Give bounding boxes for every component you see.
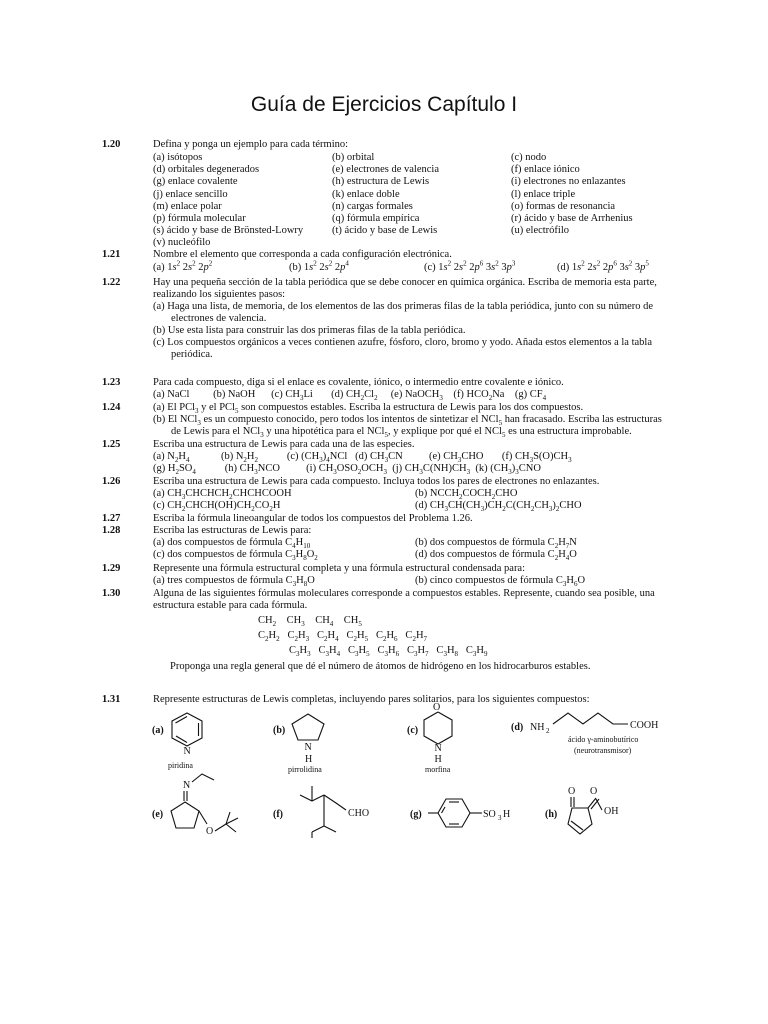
text-part: (a) El PCl [153,402,195,413]
sub-item: (a) Haga una lista, de memoria, de los elementos de las dos primeras filas de la tabla periódica, junto con su número de [153,301,654,312]
svg-text:NH: NH [530,722,545,733]
sub-item: de Lewis para el NCl$_3$ y una hipotética para el NCl$_5$, y explique por qué el NCl$_5$ es una estructura improbable. [171,426,632,440]
svg-text:N: N [304,742,312,753]
text-part: han fracasado. Escriba las estructuras [502,414,662,425]
species-list: (a) $N_2H_4$ (b) $N_2H_2$ (c) $(CH_3)_4NCl$ (d) $CH_3CN$ (e) $CH_3CHO$ (f) $CH_3S(O)CH_3$ [153,451,572,465]
sub-item: (b) Use esta lista para construir las dos primeras filas de la tabla periódica. [153,325,466,336]
term-item: (v) nucleófilo [153,237,211,249]
problem-number: 1.25 [102,439,121,450]
problem-intro: Para cada compuesto, diga si el enlace es covalente, iónico, o intermedio entre covalente e iónico. [153,377,564,388]
label-g: (g) [410,809,422,820]
sulfonic-acid-structure [428,799,510,827]
problem-intro: Nombre el elemento que corresponda a cada configuración electrónica. [153,249,452,260]
config-c: (c) $1s^2$ $2s^2$ $2p^6$ $3s^2$ $3p^3$ [424,259,516,273]
term-item: (i) electrones no enlazantes [511,176,626,188]
sub-item: (b) dos compuestos de fórmula $C_2H_7N$ [415,537,577,551]
config-a: (a) $1s^2$ $2s^2$ $2p^2$ [153,259,213,273]
text-part: es un compuesto conocido, pero todos los intentos de sintetizar el NCl [200,414,499,425]
compound-list: (a) NaCl (b) NaOH (c) $CH_3Li$ (d) $CH_2Cl_2$ (e) NaOCH$_3$ (f) $HCO_2Na$ (g) $CF_4$ [153,389,547,403]
term-item: (u) electrófilo [511,225,570,237]
problem-number: 1.31 [102,694,121,705]
name-d-sub: (neurotransmisor) [574,746,632,755]
compound-d: (d) $CH_3CH(CH_3)CH_2C(CH_2CH_3)_2CHO$ [415,500,582,514]
term-item: (p) fórmula molecular [153,213,246,224]
text-part: (d) dos compuestos de fórmula C [415,549,555,560]
item-label: (b) [289,262,302,273]
config-d: (d) $1s^2$ $2s^2$ $2p^6$ $3s^2$ $3p^5$ [557,259,649,273]
label-e: (e) [152,809,164,820]
label-c: (c) [407,725,419,736]
problem-number: 1.23 [102,377,121,388]
label-d: (d) [511,722,524,733]
item-label: (d) [557,262,570,273]
formula-row-3: $C_3H_3$ $C_3H_4$ $C_3H_5$ $C_3H_6$ $C_3H_7$ $C_3H_8$ $C_3H_9$ [289,645,488,659]
sub-item: (c) Los compuestos orgánicos a veces contienen azufre, fósforo, cloro, bromo y yodo. Añada estos elementos a la tabla [153,337,652,348]
term-item: (c) nodo [511,152,547,163]
sub-item: (a) tres compuestos de fórmula $C_3H_8O$ [153,575,315,589]
name-a: piridina [168,761,193,770]
name-b: pirrolidina [288,765,322,774]
problem-intro: Escriba la fórmula lineoangular de todos los compuestos del Problema 1.26. [153,513,473,524]
svg-text:O: O [433,702,441,713]
term-item: (r) ácido y base de Arrhenius [511,213,633,224]
problem-text: Hay una pequeña sección de la tabla periódica que se debe conocer en química orgánica. Escriba de memoria esta parte, [153,277,657,288]
text-part: (c) dos compuestos de fórmula C [153,549,293,560]
name-d: ácido γ-aminobutírico [568,735,639,744]
text-part: de Lewis para el NCl [171,426,261,437]
term-item: (b) orbital [332,152,375,163]
text-part: (b) dos compuestos de fórmula C [415,537,555,548]
formula-row-1: $CH_2$ $CH_3$ $CH_4$ $CH_5$ [258,615,362,629]
svg-text:H: H [434,754,442,765]
item-label: (a) [153,262,165,273]
compound-b: (b) $NCCH_2COCH_2CHO$ [415,488,518,502]
species-list: (g) $H_2SO_4$ (h) $CH_3NCO$ (i) $CH_3OSO_2OCH_3$ (j) $CH_3C(NH)CH_3$ (k) $(CH_3)_3CNO$ [153,463,541,477]
problem-intro: Escriba una estructura de Lewis para cada una de las especies. [153,439,415,450]
svg-text:N: N [434,743,442,754]
problem-number: 1.21 [102,249,121,260]
name-c: morfina [425,765,451,774]
svg-text:SO: SO [483,809,496,820]
sub-item: (b) cinco compuestos de fórmula $C_3H_6O$ [415,575,586,589]
imine-ether-structure [171,774,238,837]
sub-item: electrones de valencia. [171,313,267,324]
svg-text:O: O [206,826,214,837]
svg-text:H: H [305,754,313,765]
text-part: y el PCl [198,402,235,413]
compound-c: (c) $CH_2CHCH(OH)CH_2CO_2H$ [153,500,281,514]
svg-text:O: O [590,786,598,797]
cyclopentenone-acid-structure [568,786,618,834]
problem-text: realizando los siguientes pasos: [153,289,286,300]
term-item: (m) enlace polar [153,200,222,212]
label-h: (h) [545,809,558,820]
problem-intro: Escriba las estructuras de Lewis para: [153,525,312,536]
text-part: (a) dos compuestos de fórmula C [153,537,293,548]
problem-intro: Represente una fórmula estructural completa y una fórmula estructural condensada para: [153,563,526,574]
text-part: es una estructura improbable. [505,426,632,437]
term-item: (f) enlace iónico [511,164,580,176]
problem-number: 1.28 [102,525,121,536]
pyrrolidine-structure [292,714,324,765]
page-title: Guía de Ejercicios Capítulo I [250,93,518,116]
sub-item: (a) dos compuestos de fórmula $C_4H_{10}$ [153,537,311,551]
sub-item: (a) El PCl$_3$ y el PCl$_5$ son compuestos estables. Escriba la estructura de Lewis para los dos compuestos. [153,402,584,416]
term-item: (o) formas de resonancia [511,200,616,212]
gaba-structure [530,713,658,735]
formula-row-2: $C_2H_2$ $C_2H_3$ $C_2H_4$ $C_2H_5$ $C_2H_6$ $C_2H_7$ [258,630,428,644]
problem-number: 1.30 [102,588,121,599]
problem-intro: Defina y ponga un ejemplo para cada término: [153,139,349,150]
problem-number: 1.29 [102,563,121,574]
problem-text: Proponga una regla general que dé el número de átomos de hidrógeno en los hidrocarburos estables. [170,661,591,672]
compound-a: (a) $CH_3CHCHCH_2CHCHCOOH$ [153,488,292,502]
label-b: (b) [273,725,286,736]
term-item: (l) enlace triple [511,188,576,200]
text-part: (b) cinco compuestos de fórmula C [415,575,563,586]
aldehyde-structure [300,786,369,838]
term-item: (d) orbitales degenerados [153,164,260,176]
term-item: (a) isótopos [153,152,203,163]
svg-text:2: 2 [546,727,550,735]
svg-text:COOH: COOH [630,720,659,731]
term-item: (n) cargas formales [332,200,413,212]
term-item: (e) electrones de valencia [332,164,439,176]
text-part: y una hipotética para el NCl [263,426,385,437]
morpholine-structure [424,702,452,765]
text-part: , y explique por qué el NCl [387,426,502,437]
problem-number: 1.26 [102,476,121,487]
problem-number: 1.22 [102,277,121,288]
config-b: (b) $1s^2$ $2s^2$ $2p^4$ [289,259,349,273]
problem-text: estructura estable para cada fórmula. [153,600,308,611]
text-part: (a) tres compuestos de fórmula C [153,575,293,586]
pyridine-structure [172,713,202,757]
term-item: (t) ácido y base de Lewis [332,225,438,237]
text-part: (b) El NCl [153,414,198,425]
svg-text:N: N [183,780,191,791]
label-a: (a) [152,725,164,736]
sub-item: (d) dos compuestos de fórmula $C_2H_4O$ [415,549,577,563]
sub-item: periódica. [171,349,213,360]
problem-number: 1.20 [102,139,121,150]
term-item: (g) enlace covalente [153,176,238,188]
problem-text: Alguna de las siguientes fórmulas moleculares corresponde a compuestos estables. Represente, cuando sea posible, una [153,588,655,599]
problem-number: 1.24 [102,402,121,413]
sub-item: (c) dos compuestos de fórmula $C_3H_8O_2$ [153,549,318,563]
svg-text:H: H [503,809,511,820]
term-item: (j) enlace sencillo [153,188,228,200]
svg-text:CHO: CHO [348,808,370,819]
problem-number: 1.27 [102,513,121,524]
label-f: (f) [273,809,283,820]
structures-svg [140,700,700,860]
term-item: (h) estructura de Lewis [332,176,430,188]
sub-item: (b) El NCl$_3$ es un compuesto conocido, pero todos los intentos de sintetizar el NCl$_5$ han fracasado. Escriba las estructuras [153,414,662,428]
term-item: (s) ácido y base de Brönsted-Lowry [153,225,304,237]
term-item: (k) enlace doble [332,188,400,200]
problem-intro: Escriba una estructura de Lewis para cada compuesto. Incluya todos los pares de electrones no enlazantes. [153,476,600,487]
problem-intro: Represente estructuras de Lewis completas, incluyendo pares solitarios, para los siguientes compuestos: [153,694,590,705]
text-part: son compuestos estables. Escriba la estructura de Lewis para los dos compuestos. [238,402,584,413]
svg-text:N: N [183,746,191,757]
term-item: (q) fórmula empírica [332,213,420,224]
item-label: (c) [424,262,436,273]
svg-text:O: O [568,786,576,797]
svg-text:OH: OH [604,806,619,817]
svg-text:3: 3 [498,814,502,822]
